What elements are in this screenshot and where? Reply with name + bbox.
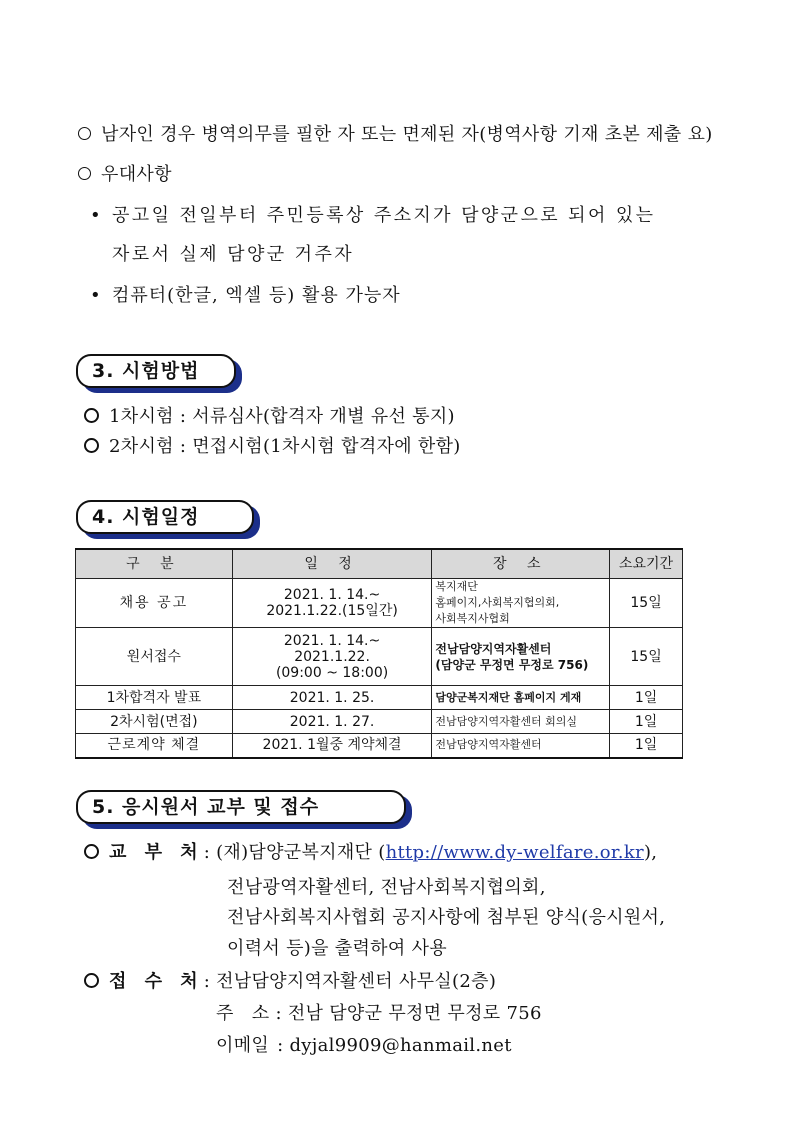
cell-date (232, 710, 432, 734)
preference-item-2 (90, 281, 401, 307)
issue-place-text-2: 전남광역자활센터, 전남사회복지협의회, (227, 877, 546, 898)
email-line (216, 1031, 512, 1057)
issue-place-text-4: 이력서 등)을 출력하여 사용 (227, 938, 447, 959)
preference-item-1-text: 공고일 전일부터 주민등록상 주소지가 담양군으로 되어 있는 (112, 205, 656, 226)
issue-place-prefix: : (재)담양군복지재단 ( (203, 842, 386, 863)
address-text: : 전남 담양군 무정면 무정로 756 (275, 1003, 542, 1024)
preference-text: 우대사항 (101, 164, 172, 185)
section-3-heading (76, 354, 236, 388)
section-5-heading (76, 790, 406, 824)
circle-bullet-icon (84, 438, 99, 453)
exam-method-2 (84, 432, 461, 458)
cell-duration: 1일 (610, 686, 683, 710)
cell-date (232, 579, 432, 628)
issue-place-line-2 (227, 873, 546, 899)
cell-place (432, 579, 610, 628)
place-line: 전남담양지역자활센터 (435, 738, 542, 752)
dot-bullet-icon: • (90, 205, 101, 226)
receive-place-text: : 전남담양지역자활센터 사무실(2층) (203, 971, 497, 992)
section-4-heading (76, 500, 254, 534)
cell-place (432, 710, 610, 734)
requirement-line-military (78, 120, 713, 146)
date-line: 2021. 1. 27. (289, 713, 375, 730)
date-line: 2021. 1. 14.~ (283, 632, 381, 649)
cell-date (232, 686, 432, 710)
circle-bullet-icon (78, 167, 91, 180)
email-label: 이메일 (216, 1035, 270, 1056)
place-line: 전남담양지역자활센터 회의실 (435, 714, 578, 728)
place-line: 사회복지사협회 (435, 612, 510, 625)
cell-duration: 15일 (610, 579, 683, 628)
place-line: 복지재단 (435, 580, 478, 593)
address-line (216, 999, 542, 1025)
table-row (76, 710, 683, 734)
schedule-table (75, 548, 683, 759)
date-line: 2021.1.22.(15일간) (266, 603, 398, 619)
cell-category: 1차합격자 발표 (76, 686, 233, 710)
date-line: 2021.1.22. (294, 648, 370, 665)
issue-place-suffix: ), (643, 842, 658, 863)
circle-bullet-icon (84, 408, 99, 423)
table-row (76, 628, 683, 686)
cell-category: 근로계약 체결 (76, 734, 233, 758)
exam-method-1 (84, 402, 455, 428)
address-label: 주 소 (216, 1003, 270, 1024)
section-3-title: 3. 시험방법 (92, 360, 200, 382)
header-place: 장 소 (432, 549, 610, 579)
date-line: (09:00 ~ 18:00) (275, 664, 389, 681)
section-4-title: 4. 시험일정 (92, 506, 200, 528)
cell-category: 채용 공고 (76, 579, 233, 628)
table-row (76, 734, 683, 758)
circle-bullet-icon (78, 127, 91, 140)
email-text[interactable]: : dyjal9909@hanmail.net (277, 1035, 512, 1056)
cell-duration: 1일 (610, 734, 683, 758)
issue-place-line (84, 838, 657, 864)
table-row (76, 579, 683, 628)
preference-item-1-text-cont: 자로서 실제 담양군 거주자 (112, 244, 355, 265)
cell-category: 원서접수 (76, 628, 233, 686)
date-line: 2021. 1월중 계약체결 (262, 737, 402, 754)
exam-method-2-text: 2차시험 : 면접시험(1차시험 합격자에 한함) (109, 436, 461, 457)
date-line: 2021. 1. 25. (289, 689, 375, 706)
receive-place-label: 접 수 처 (109, 971, 204, 992)
table-row (76, 686, 683, 710)
preference-heading (78, 160, 172, 186)
cell-place (432, 686, 610, 710)
dot-bullet-icon: • (90, 285, 101, 306)
issue-place-text-3: 전남사회복지사협회 공지사항에 첨부된 양식(응시원서, (227, 907, 666, 928)
section-5-title: 5. 응시원서 교부 및 접수 (92, 796, 320, 818)
cell-place (432, 734, 610, 758)
header-category: 구 분 (76, 549, 233, 579)
header-date: 일 정 (232, 549, 432, 579)
place-line: 전남담양지역자활센터 (435, 641, 552, 656)
cell-category: 2차시험(면접) (76, 710, 233, 734)
requirement-text: 남자인 경우 병역의무를 필한 자 또는 면제된 자(병역사항 기재 초본 제출 요) (101, 124, 713, 145)
cell-date (232, 628, 432, 686)
issue-place-line-4 (227, 934, 447, 960)
table-header-row (76, 549, 683, 579)
place-line: 홈페이지,사회복지협의회, (435, 596, 560, 609)
exam-method-1-text: 1차시험 : 서류심사(합격자 개별 유선 통지) (109, 406, 455, 427)
issue-place-label: 교 부 처 (109, 842, 204, 863)
issue-place-line-3 (227, 903, 665, 929)
welfare-website-link[interactable]: http://www.dy-welfare.or.kr (385, 842, 644, 863)
place-line: 담양군복지재단 홈페이지 게재 (435, 690, 582, 704)
date-line: 2021. 1. 14.~ (283, 587, 381, 603)
circle-bullet-icon (84, 973, 99, 988)
cell-duration: 15일 (610, 628, 683, 686)
cell-duration: 1일 (610, 710, 683, 734)
header-duration: 소요기간 (610, 549, 683, 579)
preference-item-1-cont (112, 240, 354, 266)
preference-item-2-text: 컴퓨터(한글, 엑셀 등) 활용 가능자 (112, 285, 401, 306)
receive-place-line (84, 967, 496, 993)
preference-item-1 (90, 201, 655, 227)
cell-place (432, 628, 610, 686)
place-line: (담양군 무정면 무정로 756) (435, 657, 589, 672)
circle-bullet-icon (84, 844, 99, 859)
cell-date (232, 734, 432, 758)
